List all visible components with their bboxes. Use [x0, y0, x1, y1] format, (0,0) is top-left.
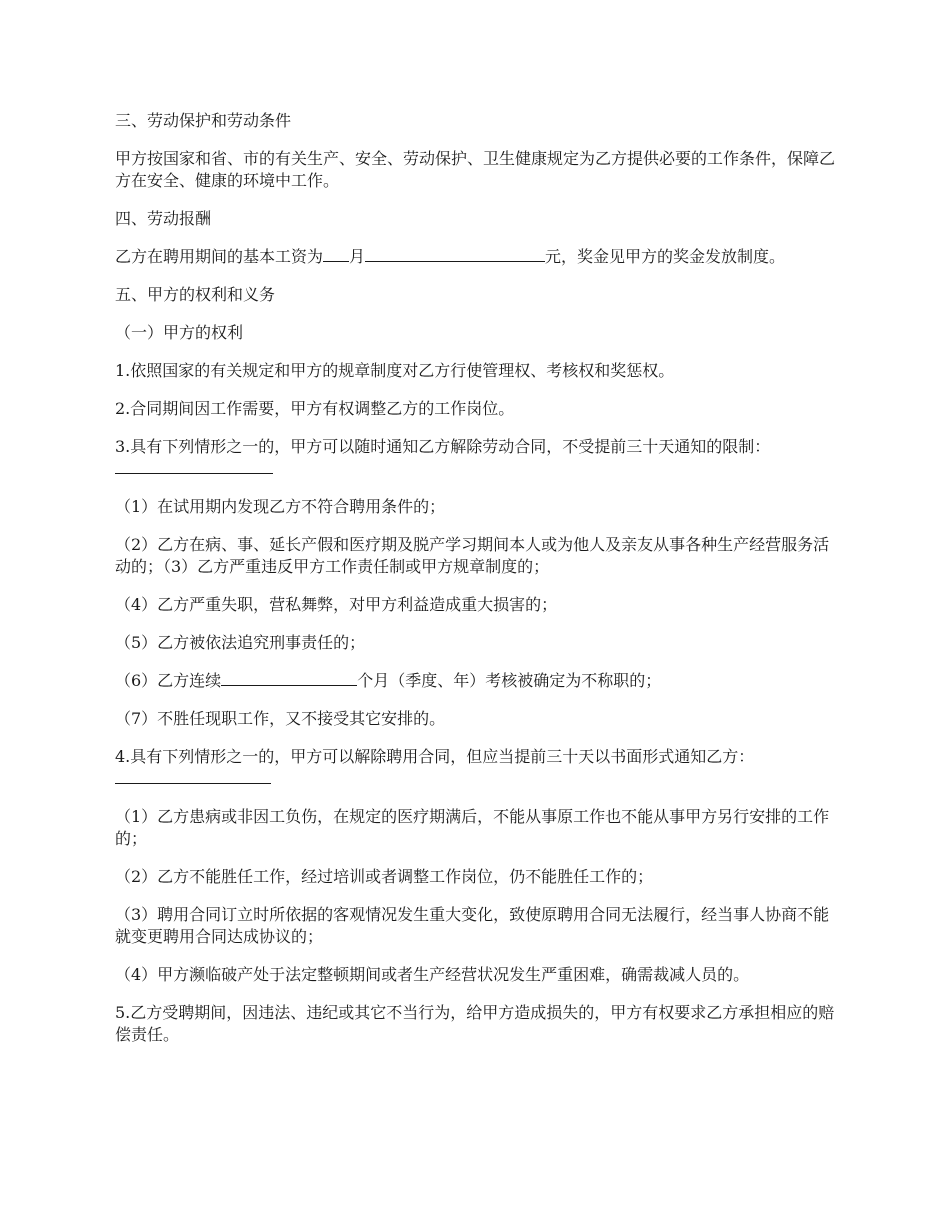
- clause-4-4: （4）甲方濒临破产处于法定整顿期间或者生产经营状况发生严重困难，确需裁减人员的。: [115, 965, 750, 984]
- clause-1: 1.依照国家的有关规定和甲方的规章制度对乙方行使管理权、考核权和奖惩权。: [115, 361, 675, 380]
- clause-3-text: 3.具有下列情形之一的，甲方可以随时通知乙方解除劳动合同，不受提前三十天通知的限制：: [115, 437, 771, 456]
- clause-3-4: （4）乙方严重失职，营私舞弊，对甲方利益造成重大损害的；: [115, 595, 558, 614]
- clause-5: 5.乙方受聘期间，因违法、违纪或其它不当行为，给甲方造成损失的，甲方有权要求乙方承担相应的赔偿责任。: [115, 1003, 835, 1044]
- salary-text-a: 乙方在聘用期间的基本工资为: [115, 247, 324, 266]
- clause-3-7: （7）不胜任现职工作，又不接受其它安排的。: [115, 709, 446, 728]
- clause-4-1: （1）乙方患病或非因工负伤，在规定的医疗期满后，不能从事原工作也不能从事甲方另行安排的工作的；: [115, 807, 830, 848]
- clause-3-blank: [115, 459, 273, 474]
- clause-4-blank: [115, 769, 271, 784]
- clause-3-6-blank: [221, 671, 357, 686]
- clause-4-text: 4.具有下列情形之一的，甲方可以解除聘用合同，但应当提前三十天以书面形式通知乙方：: [115, 747, 755, 766]
- salary-text-b: 月: [349, 247, 366, 266]
- clause-2: 2.合同期间因工作需要，甲方有权调整乙方的工作岗位。: [115, 399, 515, 418]
- clause-3-2: （2）乙方在病、事、延长产假和医疗期及脱产学习期间本人或为他人及亲友从事各种生产经营服务活动的；（3）乙方严重违反甲方工作责任制或甲方规章制度的；: [115, 535, 830, 576]
- clause-4-3: （3）聘用合同订立时所依据的客观情况发生重大变化，致使原聘用合同无法履行，经当事人协商不能就变更聘用合同达成协议的；: [115, 905, 830, 946]
- salary-text-c: 元，奖金见甲方的奖金发放制度。: [545, 247, 786, 266]
- section-5-heading: 五、甲方的权利和义务: [115, 285, 276, 304]
- clause-3-6-text-b: 个月（季度、年）考核被确定为不称职的；: [357, 671, 662, 690]
- clause-3-1: （1）在试用期内发现乙方不符合聘用条件的；: [115, 497, 446, 516]
- salary-amount-blank: [365, 247, 545, 262]
- clause-3: [115, 436, 845, 480]
- section-3-heading: 三、劳动保护和劳动条件: [115, 111, 292, 130]
- clause-3-5: （5）乙方被依法追究刑事责任的；: [115, 633, 366, 652]
- section-5-subheading: （一）甲方的权利: [115, 323, 244, 342]
- section-4-body: [115, 246, 845, 268]
- clause-4-2: （2）乙方不能胜任工作，经过培训或者调整工作岗位，仍不能胜任工作的；: [115, 867, 654, 886]
- salary-month-blank: [323, 247, 349, 262]
- clause-3-6: [115, 670, 845, 692]
- section-4-heading: 四、劳动报酬: [115, 209, 212, 228]
- clause-4: [115, 746, 845, 790]
- clause-3-6-text-a: （6）乙方连续: [115, 671, 222, 690]
- document-page: [115, 110, 845, 1062]
- section-3-body: 甲方按国家和省、市的有关生产、安全、劳动保护、卫生健康规定为乙方提供必要的工作条件，保障乙方在安全、健康的环境中工作。: [115, 149, 836, 190]
